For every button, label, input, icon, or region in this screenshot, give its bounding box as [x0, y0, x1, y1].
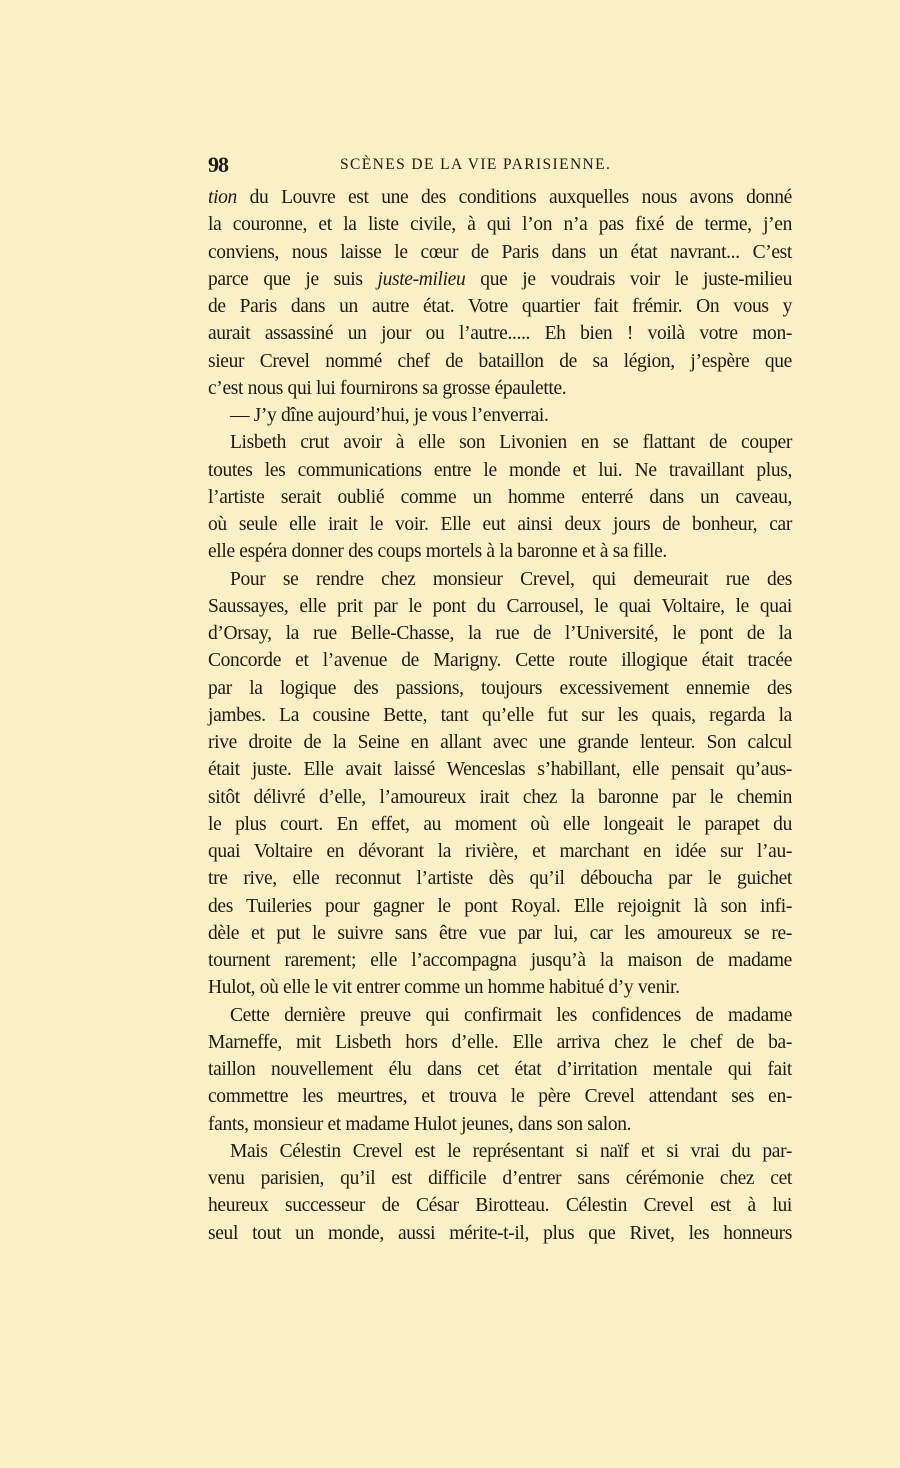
page-number: 98 [208, 152, 228, 177]
text-line: heureux successeur de César Birotteau. Célestin Crevel est à lui [208, 1195, 792, 1217]
text-line: le plus court. En effet, au moment où elle longeait le parapet du [208, 813, 792, 835]
text-line: seul tout un monde, aussi mérite-t-il, plus que Rivet, les honneurs [208, 1222, 792, 1244]
text-line [208, 266, 792, 293]
text-line: Mais Célestin Crevel est le représentant si naïf et si vrai du par- [230, 1140, 792, 1162]
text-line: Saussayes, elle prit par le pont du Carrousel, le quai Voltaire, le quai [208, 595, 792, 617]
text-line: commettre les meurtres, et trouva le père Crevel attendant ses en- [208, 1086, 792, 1108]
running-head: SCÈNES DE LA VIE PARISIENNE. [340, 156, 612, 173]
text-line: venu parisien, qu’il est difficile d’entrer sans cérémonie chez cet [208, 1168, 792, 1189]
text-span: parce que je suis [208, 268, 378, 290]
text-line [208, 184, 792, 211]
paragraph [208, 1002, 792, 1138]
text-span: que je voudrais voir le juste-milieu [465, 268, 792, 290]
text-line: rive droite de la Seine en allant avec une grande lenteur. Son calcul [208, 732, 792, 753]
text-line: Pour se rendre chez monsieur Crevel, qui demeurait rue des [230, 568, 792, 590]
text-span: du Louvre est une des conditions auxquelles nous avons donné [236, 187, 792, 208]
paragraph [208, 1138, 792, 1247]
text-line: sitôt délivré d’elle, l’amoureux irait chez la baronne par le chemin [208, 786, 792, 808]
paragraph [208, 429, 792, 565]
text-line: par la logique des passions, toujours excessivement ennemie des [208, 677, 792, 699]
text-line: Marneffe, mit Lisbeth hors d’elle. Elle arriva chez le chef de ba- [208, 1031, 792, 1053]
text-line: l’artiste serait oublié comme un homme enterré dans un caveau, [208, 486, 792, 508]
text-line: taillon nouvellement élu dans cet état d’irritation mentale qui fait [208, 1059, 792, 1080]
text-line: était juste. Elle avait laissé Wenceslas s’habillant, elle pensait qu’aus- [208, 759, 792, 781]
text-line: dèle et put le suivre sans être vue par lui, car les amoureux se re- [208, 922, 792, 944]
text-line: toutes les communications entre le monde et lui. Ne travaillant plus, [208, 459, 792, 481]
text-line: conviens, nous laisse le cœur de Paris dans un état navrant... C’est [208, 241, 792, 263]
text-line: — J’y dîne aujourd’hui, je vous l’enverrai. [230, 405, 549, 426]
text-line: elle espéra donner des coups mortels à la baronne et à sa fille. [208, 541, 667, 563]
body-text [208, 184, 792, 1247]
text-line: tre rive, elle reconnut l’artiste dès qu’il déboucha par le guichet [208, 868, 792, 890]
italic-text: tion [208, 187, 237, 208]
italic-text: juste-milieu [377, 268, 466, 290]
paragraph [208, 184, 792, 402]
text-line: Concorde et l’avenue de Marigny. Cette route illogique était tracée [208, 650, 792, 672]
text-line: Cette dernière preuve qui confirmait les confidences de madame [230, 1004, 792, 1026]
text-line: d’Orsay, la rue Belle-Chasse, la rue de l’Université, le pont de la [208, 623, 792, 644]
text-line: la couronne, et la liste civile, à qui l’on n’a pas fixé de terme, j’en [208, 214, 792, 236]
text-line: où seule elle irait le voir. Elle eut ainsi deux jours de bonheur, car [208, 514, 792, 535]
text-line: Lisbeth crut avoir à elle son Livonien en se flattant de couper [230, 432, 792, 454]
text-line: Hulot, où elle le vit entrer comme un homme habitué d’y venir. [208, 977, 680, 999]
text-line: fants, monsieur et madame Hulot jeunes, dans son salon. [208, 1113, 632, 1135]
text-line: sieur Crevel nommé chef de bataillon de sa légion, j’espère que [208, 350, 792, 372]
text-line: aurait assassiné un jour ou l’autre..... Eh bien ! voilà votre mon- [208, 323, 792, 345]
text-line: jambes. La cousine Bette, tant qu’elle fut sur les quais, regarda la [208, 704, 792, 726]
text-line: tournent rarement; elle l’accompagna jusqu’à la maison de madame [208, 950, 792, 971]
text-line: de Paris dans un autre état. Votre quartier fait frémir. On vous y [208, 296, 792, 317]
text-line: quai Voltaire en dévorant la rivière, et marchant en idée sur l’au- [208, 841, 792, 862]
text-line: c’est nous qui lui fournirons sa grosse épaulette. [208, 377, 567, 399]
paragraph [208, 566, 792, 1002]
text-line: des Tuileries pour gagner le pont Royal. Elle rejoignit là son infi- [208, 895, 792, 917]
paragraph [208, 402, 792, 429]
